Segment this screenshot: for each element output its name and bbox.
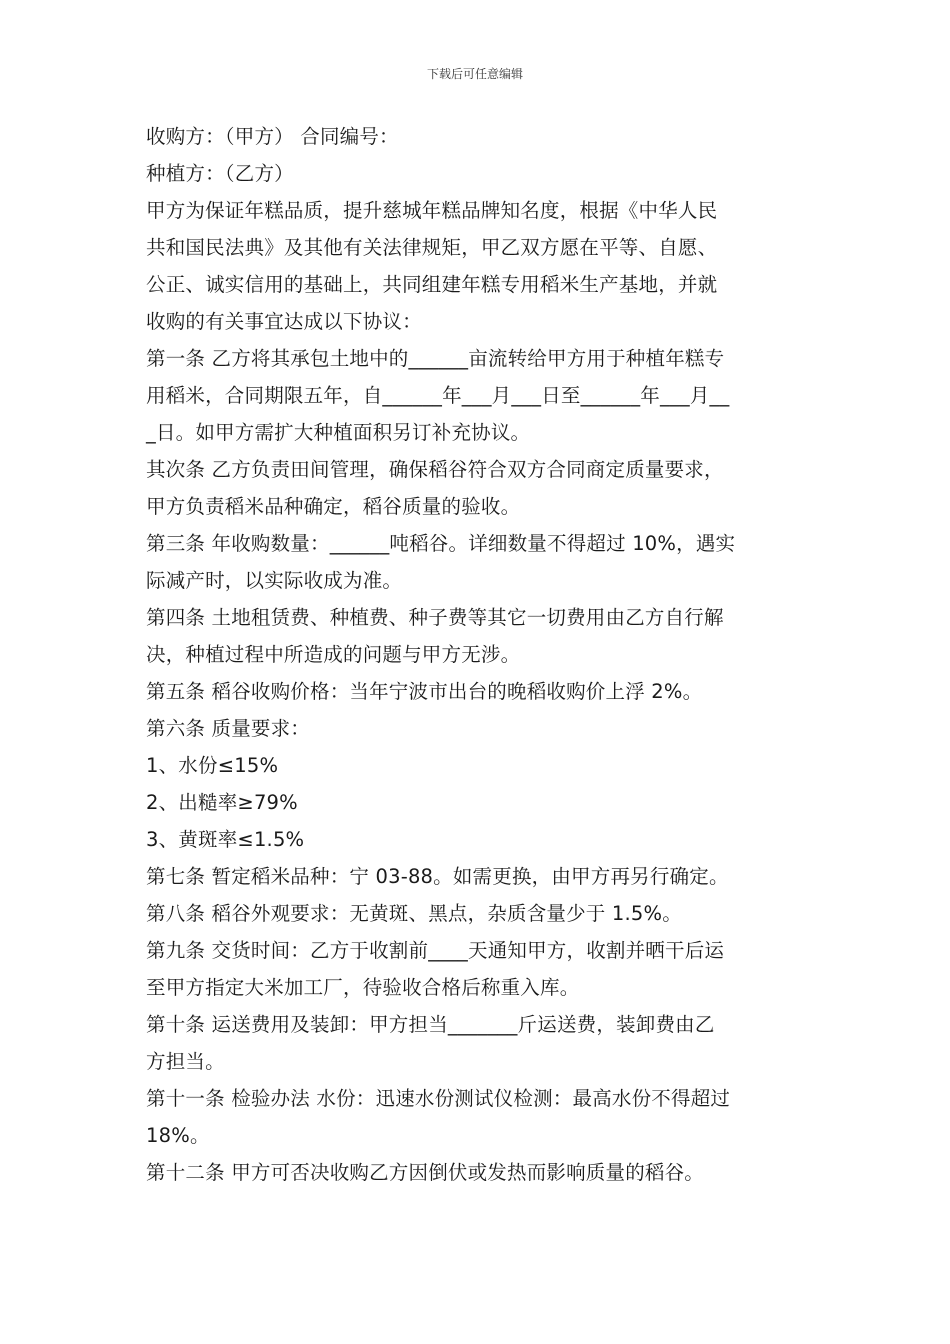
text-line: 甲方为保证年糕品质，提升慈城年糕品牌知名度，根据《中华人民	[146, 199, 718, 222]
text-line: 第七条 暂定稻米品种：宁 03-88。如需更换，由甲方再另行确定。	[146, 865, 729, 888]
text-line: 第三条 年收购数量：______吨稻谷。详细数量不得超过 10%，遇实	[146, 532, 736, 555]
text-line: 决，种植过程中所造成的问题与甲方无涉。	[146, 643, 521, 666]
text-line: 第九条 交货时间：乙方于收割前____天通知甲方，收割并晒干后运	[146, 939, 725, 962]
text-line: 其次条 乙方负责田间管理，确保稻谷符合双方合同商定质量要求，	[146, 458, 724, 481]
text-line: 第四条 土地租赁费、种植费、种子费等其它一切费用由乙方自行解	[146, 606, 724, 629]
text-line: 3、黄斑率≤1.5%	[146, 828, 305, 851]
text-line: 共和国民法典》及其他有关法律规矩，甲乙双方愿在平等、自愿、	[146, 236, 718, 259]
text-line: 第六条 质量要求：	[146, 717, 310, 740]
text-line: 至甲方指定大米加工厂，待验收合格后称重入库。	[146, 976, 580, 999]
text-line: 18%。	[146, 1124, 210, 1147]
text-line: 2、出糙率≥79%	[146, 791, 298, 814]
text-line: 种植方：（乙方）	[146, 162, 294, 185]
text-line: 第五条 稻谷收购价格：当年宁波市出台的晚稻收购价上浮 2%。	[146, 680, 703, 703]
text-line: 1、水份≤15%	[146, 754, 279, 777]
text-line: 第一条 乙方将其承包土地中的______亩流转给甲方用于种植年糕专	[146, 347, 725, 370]
text-line: 收购方：（甲方） 合同编号：	[146, 125, 399, 148]
text-line: 际减产时，以实际收成为准。	[146, 569, 403, 592]
text-line: 第十一条 检验办法 水份：迅速水份测试仪检测：最高水份不得超过	[146, 1087, 731, 1110]
text-line: 方担当。	[146, 1050, 225, 1073]
text-line: 甲方负责稻米品种确定，稻谷质量的验收。	[146, 495, 521, 518]
page-header-note: 下载后可任意编辑	[426, 67, 523, 81]
text-line: 第十二条 甲方可否决收购乙方因倒伏或发热而影响质量的稻谷。	[146, 1161, 704, 1184]
text-line: 第十条 运送费用及装卸：甲方担当_______斤运送费，装卸费由乙	[146, 1013, 715, 1036]
text-line: 收购的有关事宜达成以下协议：	[146, 310, 422, 333]
text-line: 公正、诚实信用的基础上，共同组建年糕专用稻米生产基地，并就	[146, 273, 718, 296]
text-line: 用稻米，合同期限五年，自______年___月___日至______年___月__	[146, 384, 730, 407]
text-line: 第八条 稻谷外观要求：无黄斑、黑点，杂质含量少于 1.5%。	[146, 902, 682, 925]
text-line: _日。如甲方需扩大种植面积另订补充协议。	[146, 421, 531, 444]
contract-body	[146, 118, 816, 1191]
